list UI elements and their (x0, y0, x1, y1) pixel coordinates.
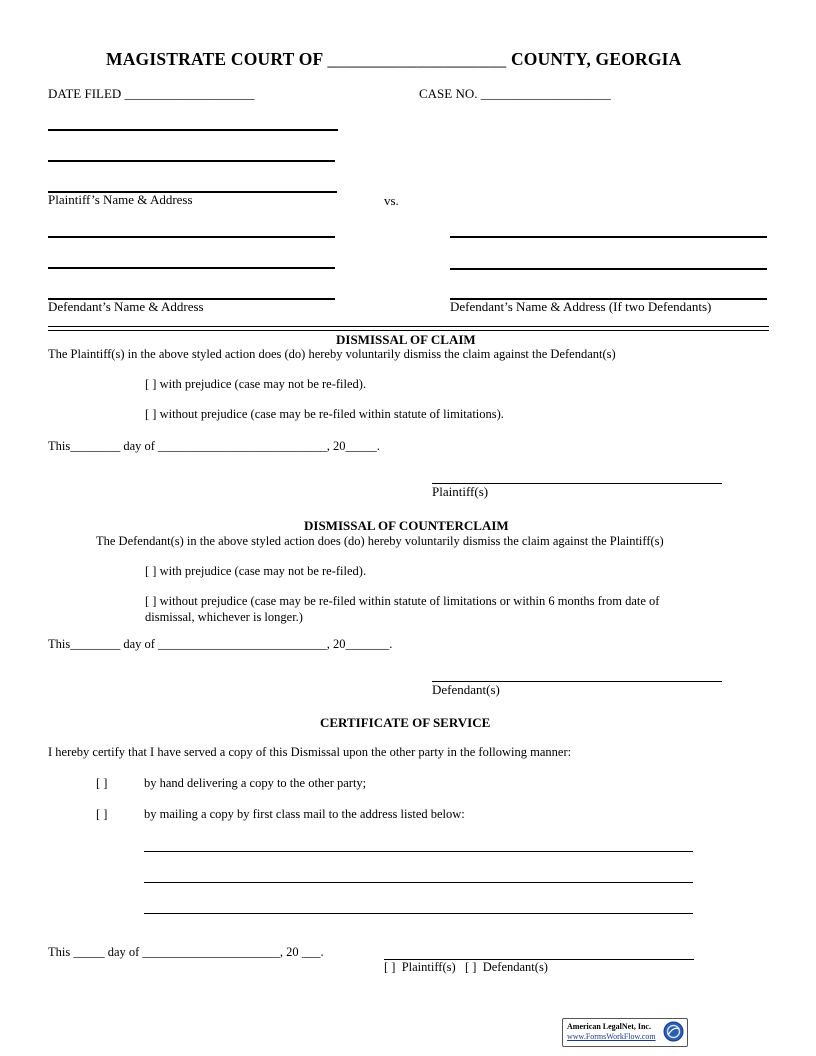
checkbox-signer-defendant[interactable]: [ ] (465, 960, 477, 974)
address-line-1[interactable] (144, 851, 693, 852)
separator-bottom (48, 330, 769, 331)
checkbox-hand-delivery[interactable]: [ ] (96, 776, 108, 790)
defendant2-line-1[interactable] (450, 236, 767, 238)
defendant2-line-2[interactable] (450, 268, 767, 270)
defendant-signature-label: Defendant(s) (432, 682, 500, 697)
signer-plaintiff-label: Plaintiff(s) (401, 960, 456, 974)
checkbox-cc-without-prejudice[interactable]: [ ] (145, 594, 157, 608)
claim-option-without-prejudice[interactable] (145, 407, 504, 422)
address-line-2[interactable] (144, 882, 693, 883)
address-line-3[interactable] (144, 913, 693, 914)
versus-label: vs. (384, 193, 399, 208)
case-number-field[interactable]: CASE NO. ____________________ (419, 86, 611, 101)
dismissal-claim-heading: DISMISSAL OF CLAIM (336, 332, 476, 347)
checkbox-signer-plaintiff[interactable]: [ ] (384, 960, 396, 974)
signer-defendant-label: Defendant(s) (482, 960, 548, 974)
dismissal-counterclaim-heading: DISMISSAL OF COUNTERCLAIM (304, 518, 509, 533)
certificate-date-line[interactable]: This _____ day of ______________________, 20 ___. (48, 945, 324, 959)
defendant2-label: Defendant’s Name & Address (If two Defendants) (450, 299, 712, 314)
certificate-heading: CERTIFICATE OF SERVICE (320, 715, 491, 730)
dismissal-counterclaim-statement: The Defendant(s) in the above styled action does (do) hereby voluntarily dismiss the claim against the Plaintiff(s) (96, 534, 664, 548)
counterclaim-option-without-prejudice[interactable] (145, 594, 659, 609)
separator-top (48, 326, 769, 327)
claim-option-with-prejudice[interactable] (145, 377, 366, 392)
globe-icon (663, 1021, 684, 1042)
defendant-line-1[interactable] (48, 236, 335, 238)
counterclaim-date-line[interactable]: This________ day of ___________________________, 20_______. (48, 637, 393, 651)
checkbox-with-prejudice[interactable]: [ ] (145, 377, 157, 391)
checkbox-cc-with-prejudice[interactable]: [ ] (145, 564, 157, 578)
checkbox-without-prejudice[interactable]: [ ] (145, 407, 157, 421)
county-state: COUNTY, GEORGIA (510, 49, 682, 69)
mail-delivery-label: by mailing a copy by first class mail to the address listed below: (144, 807, 465, 821)
with-prejudice-label: with prejudice (case may not be re-filed). (159, 377, 367, 391)
defendant-line-2[interactable] (48, 267, 335, 269)
hand-delivery-label: by hand delivering a copy to the other party; (144, 776, 367, 790)
county-blank[interactable]: ____________________ (327, 49, 507, 69)
publisher-name: American LegalNet, Inc. (567, 1022, 651, 1031)
defendant-label: Defendant’s Name & Address (48, 299, 204, 314)
plaintiff-label: Plaintiff’s Name & Address (48, 192, 193, 207)
counterclaim-option-with-prejudice[interactable] (145, 564, 366, 579)
cc-with-prejudice-label: with prejudice (case may not be re-filed). (159, 564, 367, 578)
plaintiff-signature-label: Plaintiff(s) (432, 484, 489, 499)
court-title: MAGISTRATE COURT OF (106, 49, 323, 69)
without-prejudice-label: without prejudice (case may be re-filed within statute of limitations). (159, 407, 504, 421)
publisher-url[interactable]: www.FormsWorkFlow.com (567, 1032, 656, 1041)
date-filed-field[interactable]: DATE FILED ____________________ (48, 86, 255, 101)
signer-role (384, 960, 548, 975)
cc-without-prejudice-label: without prejudice (case may be re-filed within statute of limitations or within 6 months from date of (159, 594, 660, 608)
plaintiff-line-1[interactable] (48, 129, 338, 131)
plaintiff-line-2[interactable] (48, 160, 335, 162)
certificate-statement: I hereby certify that I have served a copy of this Dismissal upon the other party in the following manner: (48, 745, 572, 759)
claim-date-line[interactable]: This________ day of ___________________________, 20_____. (48, 439, 380, 453)
publisher-logo (562, 1018, 688, 1047)
dismissal-claim-statement: The Plaintiff(s) in the above styled action does (do) hereby voluntarily dismiss the claim against the Defendant(s) (48, 347, 616, 361)
checkbox-mail-delivery[interactable]: [ ] (96, 807, 108, 821)
cc-without-prejudice-label-cont: dismissal, whichever is longer.) (145, 610, 303, 624)
